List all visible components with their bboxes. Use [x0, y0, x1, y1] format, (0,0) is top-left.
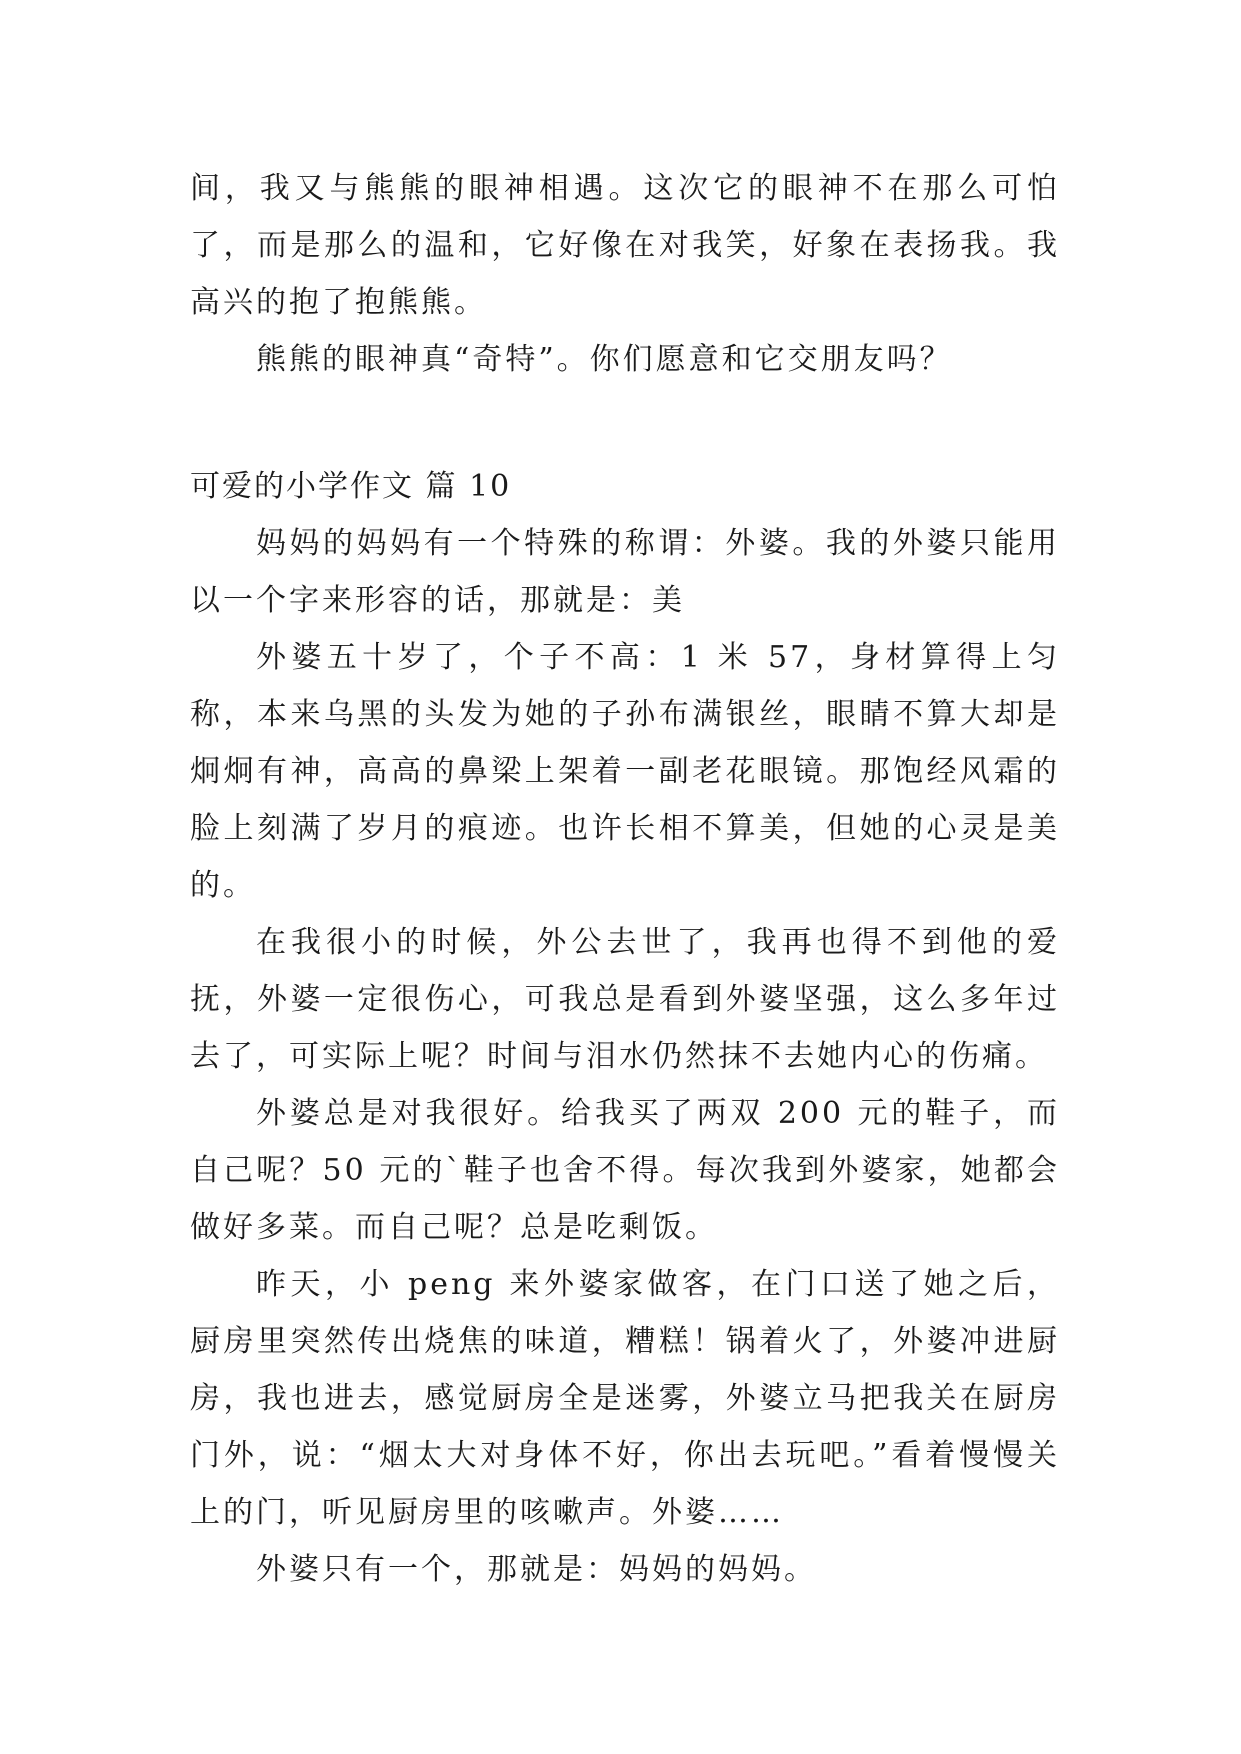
section-spacer	[190, 388, 1060, 458]
continuation-paragraph: 间，我又与熊熊的眼神相遇。这次它的眼神不在那么可怕了，而是那么的温和，它好像在对我笑，好象在表扬我。我高兴的抱了抱熊熊。	[190, 171, 1060, 320]
paragraph: 妈妈的妈妈有一个特殊的称谓：外婆。我的外婆只能用以一个字来形容的话，那就是：美	[190, 526, 1060, 618]
paragraph: 在我很小的时候，外公去世了，我再也得不到他的爱抚，外婆一定很伤心，可我总是看到外婆坚强，这么多年过去了，可实际上呢？时间与泪水仍然抹不去她内心的伤痛。	[190, 925, 1060, 1074]
paragraph: 外婆总是对我很好。给我买了两双 200 元的鞋子，而自己呢？50 元的`鞋子也舍不得。每次我到外婆家，她都会做好多菜。而自己呢？总是吃剩饭。	[190, 1096, 1060, 1245]
document-body	[190, 160, 1060, 1598]
paragraph: 外婆五十岁了，个子不高：1 米 57，身材算得上匀称，本来乌黑的头发为她的子孙布满银丝，眼睛不算大却是炯炯有神，高高的鼻梁上架着一副老花眼镜。那饱经风霜的脸上刻满了岁月的痕迹。也许长相不算美，但她的心灵是美的。	[190, 640, 1060, 903]
section-title: 可爱的小学作文 篇 10	[190, 469, 512, 504]
closing-paragraph: 熊熊的眼神真“奇特”。你们愿意和它交朋友吗？	[256, 342, 953, 377]
paragraph: 外婆只有一个，那就是：妈妈的妈妈。	[256, 1552, 817, 1587]
paragraph: 昨天，小 peng 来外婆家做客，在门口送了她之后，厨房里突然传出烧焦的味道，糟糕！锅着火了，外婆冲进厨房，我也进去，感觉厨房全是迷雾，外婆立马把我关在厨房门外，说：“烟太大对身体不好，你出去玩吧。”看着慢慢关上的门，听见厨房里的咳嗽声。外婆……	[190, 1267, 1060, 1530]
